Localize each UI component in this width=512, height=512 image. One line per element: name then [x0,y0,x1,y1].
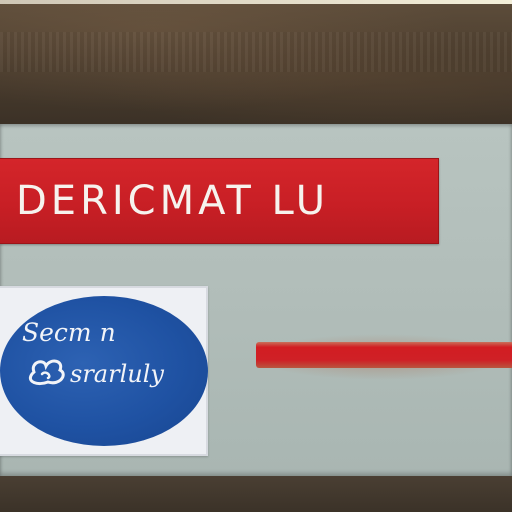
sticker [0,286,208,456]
red-sign-text: DERICMAT LU [16,178,330,224]
scribble-icon [24,352,70,390]
wall-bottom [0,476,512,512]
sticker-text-line1: Secm n [22,318,116,347]
brick-wall-top [0,4,512,126]
red-stripe [256,342,512,368]
sticker-text-line2: srarluly [70,360,164,388]
red-sign [0,158,439,244]
